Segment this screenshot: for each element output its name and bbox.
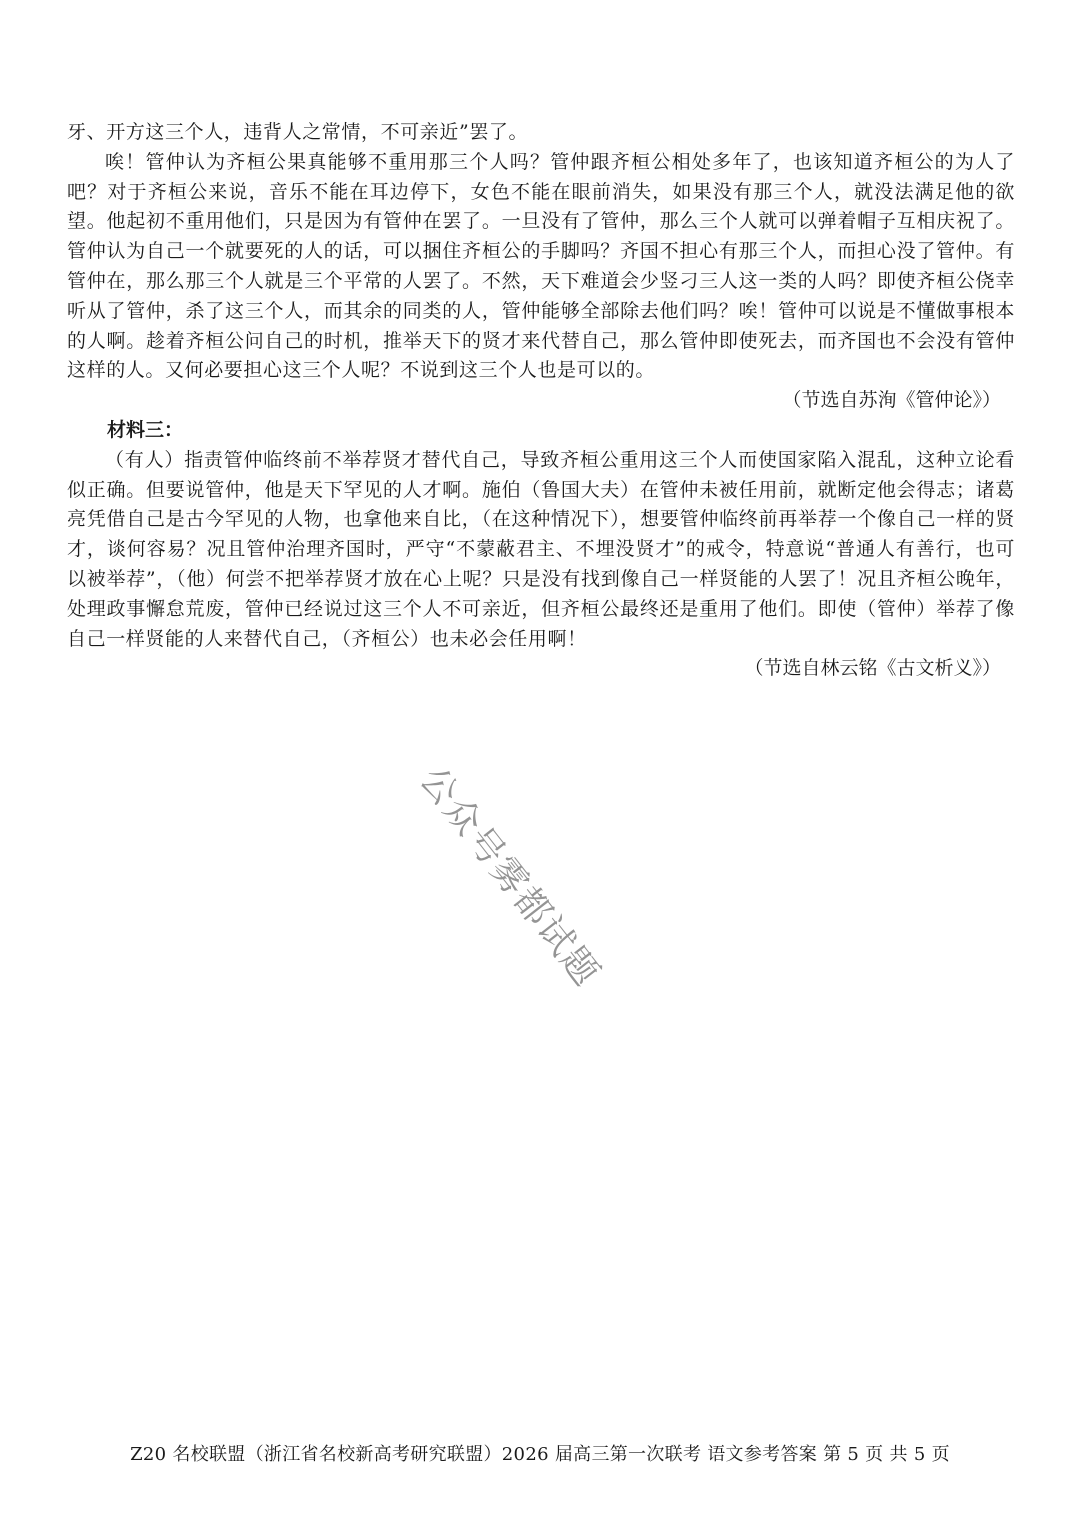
paragraph-continuation: 牙、开方这三个人，违背人之常情，不可亲近”罢了。: [67, 121, 529, 143]
document-body: [67, 118, 1015, 684]
paragraph-material-3: （有人）指责管仲临终前不举荐贤才替代自己，导致齐桓公重用这三个人而使国家陷入混乱，这种立论看似正确。但要说管仲，他是天下罕见的人才啊。施伯（鲁国大夫）在管仲未被任用前，就断定他会得志；诸葛亮凭借自己是古今罕见的人物，也拿他来自比，（在这种情况下），想要管仲临终前再举荐一个像自己一样的贤才，谈何容易？况且管仲治理齐国时，严守“不蒙蔽君主、不埋没贤才”的戒令，特意说“普通人有善行，也可以被举荐”，（他）何尝不把举荐贤才放在心上呢？只是没有找到像自己一样贤能的人罢了！况且齐桓公晚年，处理政事懈怠荒废，管仲已经说过这三个人不可亲近，但齐桓公最终还是重用了他们。即使（管仲）举荐了像自己一样贤能的人来替代自己，（齐桓公）也未必会任用啊！: [67, 448, 1015, 650]
source-citation-guwen-xiyi: （节选自林云铭《古文析义》）: [744, 657, 1001, 680]
section-heading-material-3: 材料三：: [107, 418, 184, 441]
source-citation-guanzhong-lun: （节选自苏洵《管仲论》）: [782, 389, 1001, 412]
watermark-text: 公众号雾都试题: [411, 759, 608, 995]
page-footer: Z20 名校联盟（浙江省名校新高考研究联盟）2026 届高三第一次联考 语文参考答案 第 5 页 共 5 页: [130, 1444, 950, 1465]
paragraph-commentary: 唉！管仲认为齐桓公果真能够不重用那三个人吗？管仲跟齐桓公相处多年了，也该知道齐桓公的为人了吧？对于齐桓公来说，音乐不能在耳边停下，女色不能在眼前消失，如果没有那三个人，就没法满足他的欲望。他起初不重用他们，只是因为有管仲在罢了。一旦没有了管仲，那么三个人就可以弹着帽子互相庆祝了。管仲认为自己一个就要死的人的话，可以捆住齐桓公的手脚吗？齐国不担心有那三个人，而担心没了管仲。有管仲在，那么那三个人就是三个平常的人罢了。不然，天下难道会少竖刁三人这一类的人吗？即使齐桓公侥幸听从了管仲，杀了这三个人，而其余的同类的人，管仲能够全部除去他们吗？唉！管仲可以说是不懂做事根本的人啊。趁着齐桓公问自己的时机，推举天下的贤才来代替自己，那么管仲即使死去，而齐国也不会没有管仲这样的人。又何必要担心这三个人呢？不说到这三个人也是可以的。: [67, 150, 1015, 382]
